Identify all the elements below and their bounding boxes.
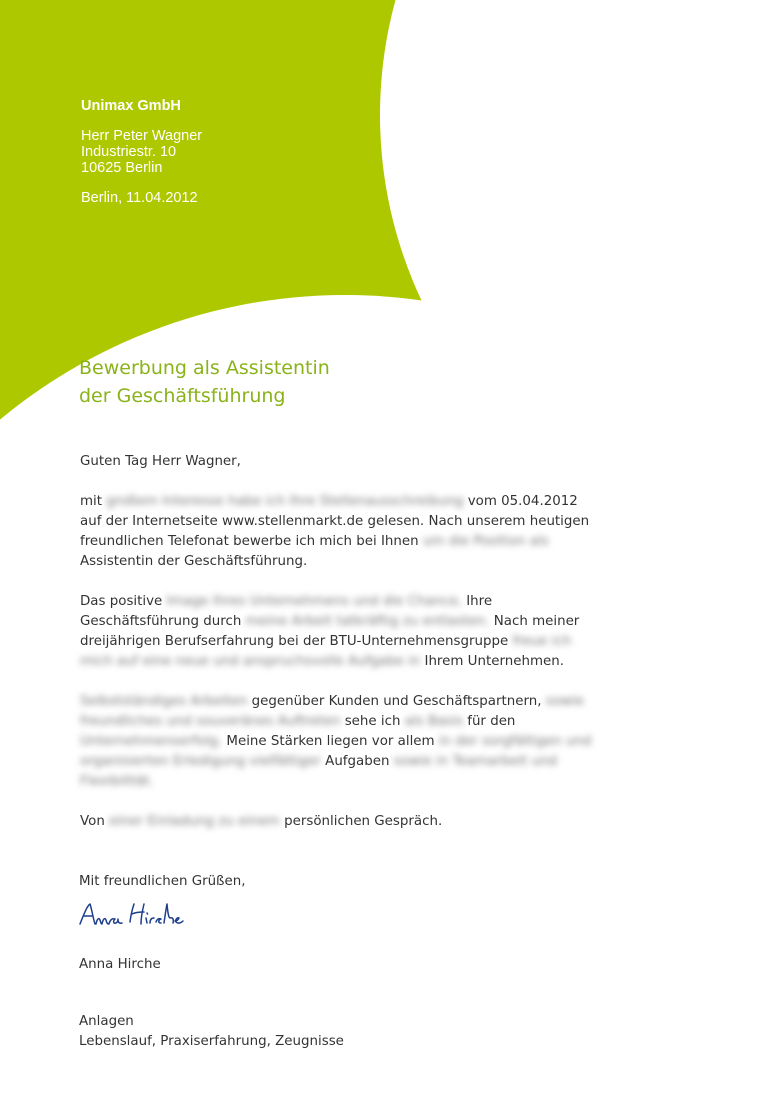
p4-text-2: persönlichen Gespräch. [284, 814, 443, 829]
p2-text-4: Ihrem Unternehmen. [424, 654, 564, 669]
recipient-name: Herr Peter Wagner [81, 128, 203, 144]
p3-text-4: Meine Stärken liegen vor allem [226, 734, 435, 749]
p1-text-1: mit [80, 494, 103, 509]
p1-text-2: vom 05.04.2012 auf der Internetseite www.stellenmarkt.de gelesen. Nach unserem heutigen freundlichen Telefonat bewerbe ich mich bei Ihnen [80, 494, 590, 549]
p2-text-1: Das positive [80, 594, 163, 609]
subject-line-1: Bewerbung als Assistentin [79, 357, 330, 379]
sender-name: Anna Hirche [79, 957, 161, 972]
p3-blurred-5: in der sorgfältigen und organisierten Erledigung vielfältiger [80, 734, 592, 769]
paragraph-2 [80, 592, 600, 672]
paragraph-4 [80, 812, 600, 832]
enclosures-title: Anlagen [79, 1014, 134, 1029]
enclosures-list: Lebenslauf, Praxiserfahrung, Zeugnisse [79, 1034, 344, 1049]
closing-phrase: Mit freundlichen Grüßen, [79, 874, 246, 889]
recipient-company: Unimax GmbH [81, 98, 181, 114]
letter-subject [79, 354, 330, 410]
greeting: Guten Tag Herr Wagner, [80, 454, 241, 469]
paragraph-1 [80, 492, 600, 572]
p3-blurred-1: Selbstständiges Arbeiten [80, 694, 248, 709]
letter-body [80, 452, 600, 852]
p1-blurred-2: um die Position als [422, 534, 549, 549]
p3-blurred-3: als Basis [404, 714, 463, 729]
p1-blurred-1: großem Interesse habe ich Ihre Stellenausschreibung [106, 494, 464, 509]
recipient-city: 10625 Berlin [81, 160, 163, 176]
p3-blurred-2: sowie freundliches und souveränes Auftreten [80, 694, 584, 729]
p3-blurred-6: sowie in Teamarbeit und Flexibilität. [80, 754, 558, 789]
p2-text-2: Ihre Geschäftsführung durch [80, 594, 493, 629]
paragraph-3 [80, 692, 600, 792]
p4-blurred-1: einer Einladung zu einem [109, 814, 280, 829]
recipient-street: Industriestr. 10 [81, 144, 177, 160]
handwritten-signature [78, 900, 208, 936]
p3-text-2: sehe ich [344, 714, 401, 729]
enclosures [79, 1012, 344, 1052]
p3-blurred-4: Unternehmenserfolg. [80, 734, 223, 749]
p1-text-3: Assistentin der Geschäftsführung. [80, 554, 308, 569]
p2-blurred-3: freue ich mich auf eine neue und anspruchsvolle Aufgabe in [80, 634, 572, 669]
p3-text-5: Aufgaben [325, 754, 390, 769]
p2-blurred-2: meine Arbeit tatkräftig zu entlasten. [245, 614, 490, 629]
p2-blurred-1: Image Ihres Unternehmens und die Chance, [166, 594, 462, 609]
subject-line-2: der Geschäftsführung [79, 385, 286, 407]
recipient-address [81, 98, 202, 206]
p3-text-1: gegenüber Kunden und Geschäftspartnern, [251, 694, 542, 709]
p3-text-3: für den [467, 714, 516, 729]
p2-text-3: Nach meiner dreijährigen Berufserfahrung bei der BTU-Unternehmensgruppe [80, 614, 580, 649]
letter-date: Berlin, 11.04.2012 [81, 190, 198, 206]
p4-text-1: Von [80, 814, 105, 829]
